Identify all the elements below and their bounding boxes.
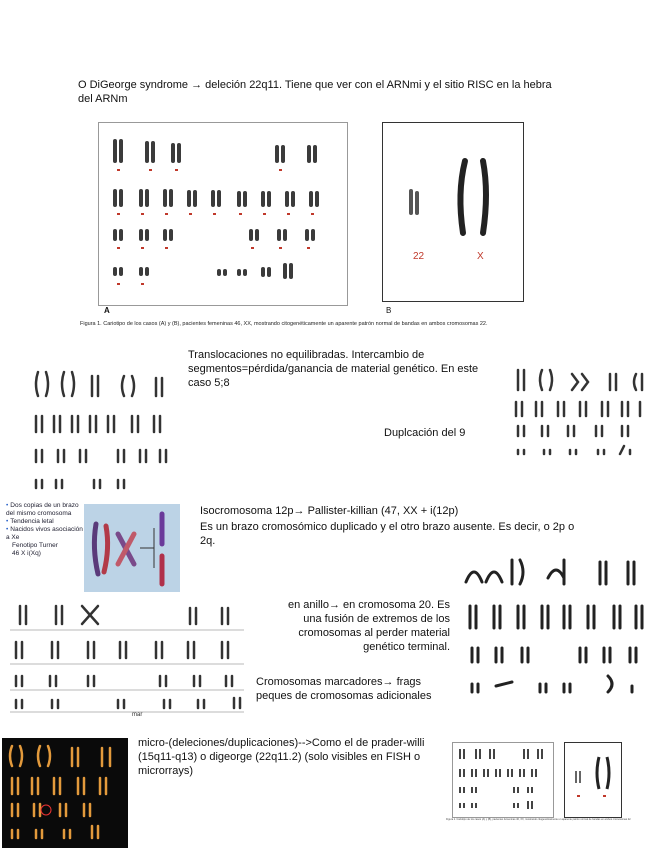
marker-karyotype: [8, 600, 248, 718]
thumbnail-caption: Figura 1. Cariotipo de los casos (A) y (B), pacientes femeninas 46, XX, mostrando citogenéticamente un aparente patrón normal de bandas en ambos cromosomas 22.: [446, 818, 632, 821]
list-item: Fenotipo Turner: [12, 542, 58, 549]
list-item: • Dos copias de un brazo del mismo cromosoma: [6, 502, 79, 517]
anillo-note: en anillo→ en cromosoma 20. Es una fusión de extremos de los cromosomas al perder material genético terminal.: [287, 599, 450, 653]
list-item: • Nacidos vivos asociación a Xe: [6, 526, 83, 541]
karyotype-grid-a: [99, 123, 347, 305]
isochromosome-illustration: [84, 504, 180, 592]
panel-b-label: B: [386, 306, 392, 315]
isochromosome-bullet-list: [6, 502, 84, 558]
digeorge-note: O DiGeorge syndrome → deleción 22q11. Tiene que ver con el ARNmi y el sitio RISC en la hebra del ARNm: [78, 79, 552, 105]
marcadores-note: Cromosomas marcadores→ frags peques de cromosomas adicionales: [256, 676, 432, 702]
figure1-panel-b: [382, 122, 524, 302]
thumbnail-panel-a: [452, 742, 554, 818]
translocaciones-note: Translocaciones no equilibradas. Intercambio de segmentos=pérdida/ganancia de material genético. En este caso 5;8: [188, 349, 479, 389]
duplicacion-note: Duplcación del 9: [384, 427, 466, 439]
label-22: 22: [413, 251, 425, 262]
list-item: 46 X i(Xq): [12, 550, 41, 557]
figure1-panel-a: [98, 122, 348, 306]
label-x: X: [477, 251, 484, 262]
list-item: • Tendencia letal: [6, 518, 54, 525]
chromosome-22-x-panel: [383, 123, 523, 301]
thumbnail-panel-b: [564, 742, 622, 818]
translocation-karyotype: [28, 366, 176, 498]
isocromosoma-body: Es un brazo cromosómico duplicado y el otro brazo ausente. Es decir, o 2p o 2q.: [200, 521, 575, 547]
marker-label: mar: [132, 712, 143, 718]
isocromosoma-title: Isocromosoma 12p→ Pallister-killian (47, XX + i(12p): [200, 505, 459, 517]
panel-a-label: A: [104, 306, 110, 315]
color-karyotype: [2, 738, 128, 848]
duplication-karyotype: [508, 366, 652, 458]
ring-chromosome-karyotype: [460, 548, 652, 700]
micro-note: micro-(deleciones/duplicaciones)-->Como el de prader-willi (15q11-q13) o digeorge (22q11.2) (solo visibles en FISH o microrrays): [138, 737, 425, 777]
figure1-caption: Figura 1. Cariotipo de los casos (A) y (B), pacientes femeninas 46, XX, mostrando citogenéticamente un aparente patrón normal de bandas en ambos cromosomas 22.: [80, 321, 488, 327]
